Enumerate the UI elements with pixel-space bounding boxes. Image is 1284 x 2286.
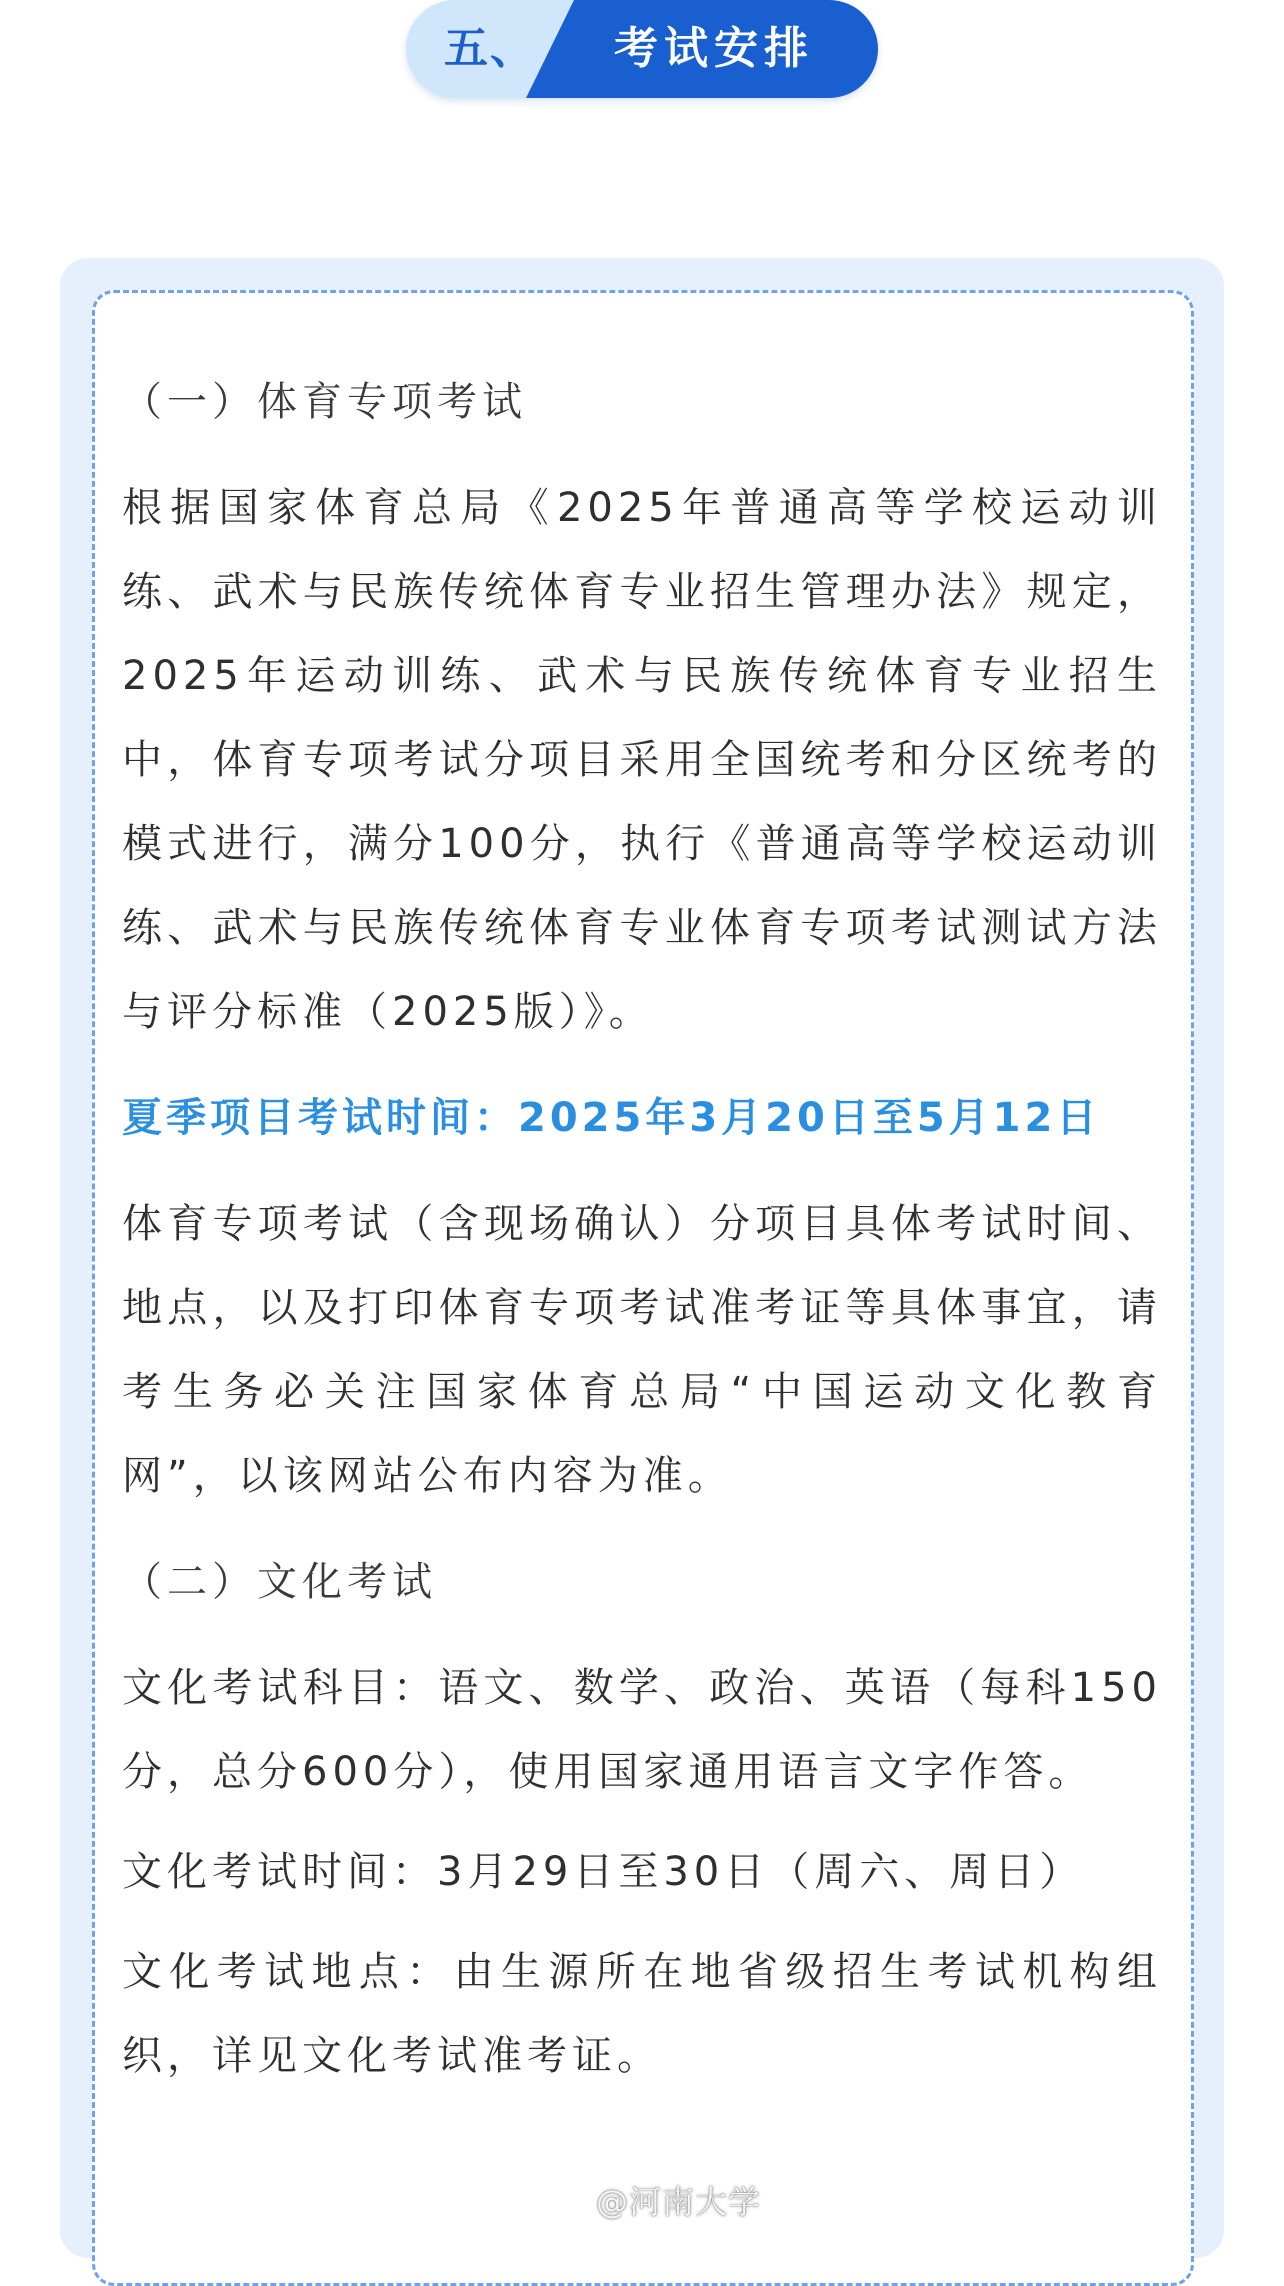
section-header (406, 0, 878, 98)
summer-exam-time: 夏季项目考试时间：2025年3月20日至5月12日 (122, 1095, 1101, 1141)
weibo-watermark (548, 2180, 761, 2224)
watermark-text: @河南大学 (596, 2183, 762, 2221)
cultural-exam-location: 文化考试地点：由生源所在地省级招生考试机构组织，详见文化考试准考证。 (122, 1949, 1162, 2079)
cultural-exam-heading: （二）文化考试 (122, 1559, 437, 1605)
weibo-icon (548, 2182, 588, 2226)
cultural-exam-subjects: 文化考试科目：语文、数学、政治、英语（每科150分，总分600分），使用国家通用语言文字作答。 (122, 1665, 1162, 1795)
sports-exam-notice-paragraph: 体育专项考试（含现场确认）分项目具体考试时间、地点，以及打印体育专项考试准考证等具体事宜，请考生务必关注国家体育总局“中国运动文化教育网”，以该网站公布内容为准。 (122, 1201, 1162, 1499)
sports-exam-rules-paragraph: 根据国家体育总局《2025年普通高等学校运动训练、武术与民族传统体育专业招生管理办法》规定，2025年运动训练、武术与民族传统体育专业招生中，体育专项考试分项目采用全国统考和分区统考的模式进行，满分100分，执行《普通高等学校运动训练、武术与民族传统体育专业体育专项考试测试方法与评分标准（2025版）》。 (122, 485, 1162, 1035)
sports-exam-heading: （一）体育专项考试 (122, 379, 527, 425)
content-body (122, 360, 1162, 2120)
section-title: 考试安排 (614, 23, 814, 74)
cultural-exam-time: 文化考试时间：3月29日至30日（周六、周日） (122, 1849, 1085, 1895)
section-number: 五、 (444, 23, 536, 74)
